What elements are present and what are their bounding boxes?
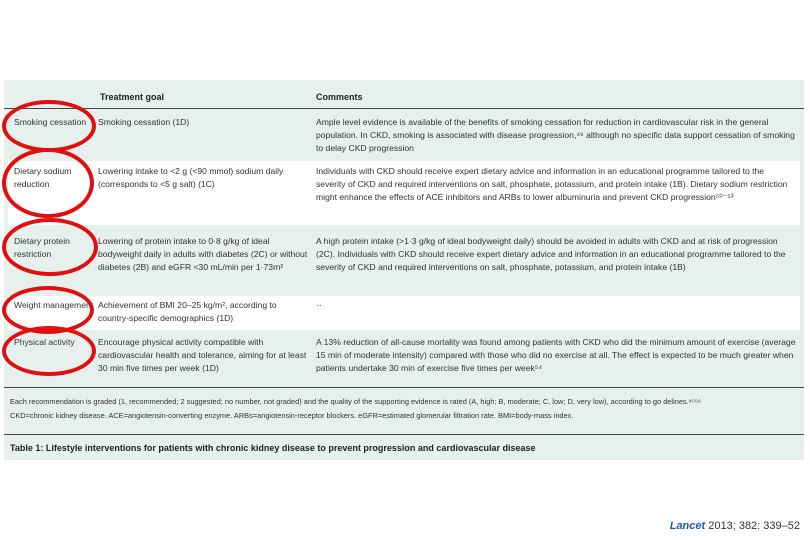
topic-cell: Weight management bbox=[14, 300, 94, 310]
citation-details: 2013; 382: 339–52 bbox=[705, 520, 800, 532]
header-treatment-goal: Treatment goal bbox=[100, 92, 165, 102]
table-bottom-rule bbox=[4, 387, 804, 388]
table-row-smoking bbox=[8, 111, 800, 159]
highlight-ring-physical bbox=[2, 326, 96, 376]
highlight-ring-protein bbox=[2, 218, 98, 276]
header-rule bbox=[4, 108, 804, 109]
highlight-ring-sodium bbox=[2, 148, 94, 218]
topic-cell: Dietary sodium reduction bbox=[14, 166, 72, 189]
goal-cell: Achievement of BMI 20–25 kg/m², according to country-specific demographics (1D) bbox=[98, 300, 277, 323]
goal-cell: Encourage physical activity compatible with cardiovascular health and tolerance, aiming for at least 30 min five times per week (1D) bbox=[98, 337, 307, 373]
topic-cell: Dietary protein restriction bbox=[14, 236, 70, 259]
goal-cell: Smoking cessation (1D) bbox=[98, 117, 190, 127]
highlight-ring-smoking bbox=[2, 100, 96, 152]
table-caption: Table 1: Lifestyle interventions for patients with chronic kidney disease to prevent progression and cardiovascular disease bbox=[10, 443, 536, 453]
comment-cell: Ample level evidence is available of the benefits of smoking cessation for reduction in cardiovascular risk in the general population. In CKD, smoking is associated with disease progression,⁴⁹ although no specific data support cessation of smoking to delay CKD progression bbox=[316, 117, 795, 153]
citation-journal: Lancet bbox=[669, 520, 706, 532]
citation bbox=[670, 520, 800, 532]
table-row-sodium bbox=[8, 161, 800, 225]
comment-cell: A high protein intake (>1·3 g/kg of ideal bodyweight daily) should be avoided in adults with CKD and at risk of progression (2C). Individuals with CKD should receive expert dietary advice and information in an educational programme tailored to the severity of CKD and required interventions on salt, phosphate, potassium, and protein intake (1B) bbox=[316, 236, 786, 272]
table-row-weight bbox=[8, 296, 800, 330]
table-row-protein bbox=[8, 230, 800, 294]
header-comments: Comments bbox=[316, 92, 363, 102]
footnote-abbreviations: CKD=chronic kidney disease. ACE=angiotensin-converting enzyme. ARBs=angiotensin-receptor blockers. eGFR=estimated glomerular filtration rate. BMI=body-mass index. bbox=[10, 411, 574, 420]
caption-rule bbox=[4, 434, 804, 435]
table-row-physical bbox=[8, 333, 800, 383]
footnote-grading: Each recommendation is graded (1, recommended; 2 suggested; no number, not graded) and the quality of the supporting evidence is rated (A, high; B, moderate; C, low; D, very low), according to go delines.⁴⁵⁵⁶ bbox=[10, 397, 702, 406]
goal-cell: Lowering of protein intake to 0·8 g/kg of ideal bodyweight daily in adults with diabetes (2C) or without diabetes (2B) and eGFR <30 mL/min per 1·73m² bbox=[98, 236, 308, 272]
topic-cell: Smoking cessation bbox=[14, 117, 87, 127]
comment-cell: Individuals with CKD should receive expert dietary advice and information in an educational programme tailored to the severity of CKD and required interventions on salt, phosphate, potassium, and protein intake (1B). Dietary sodium restriction might enhance the effects of ACE inhibitors and ARBs to lower albuminuria and prevent CKD progression⁵⁰⁻⁵³ bbox=[316, 166, 788, 202]
goal-cell: Lowering intake to <2 g (<90 mmol) sodium daily (corresponds to <5 g salt) (1C) bbox=[98, 166, 284, 189]
topic-cell: Physical activity bbox=[14, 337, 75, 347]
comment-cell: ·· bbox=[316, 300, 322, 310]
comment-cell: A 13% reduction of all-cause mortality was found among patients with CKD who did the minimum amount of exercise (average 15 min of moderate intensity) compared with those who did no exercise at all. The effect is expected to be much greater when patients undertake 30 min of exercise five times per week⁵⁴ bbox=[316, 337, 796, 373]
